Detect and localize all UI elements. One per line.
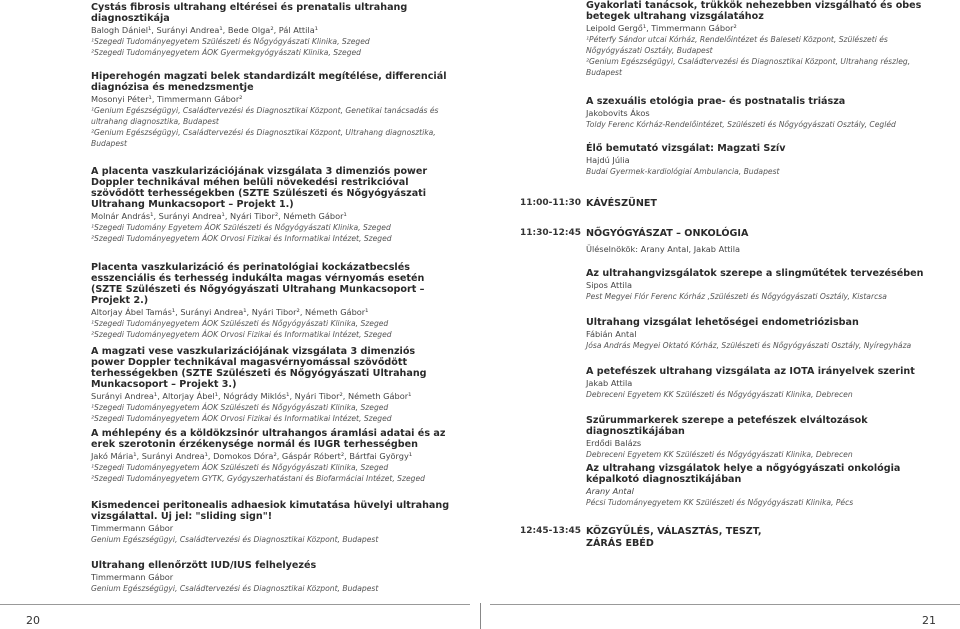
page-number-left: 20 [26, 614, 40, 627]
abstract-left-0 [91, 2, 451, 58]
break-label: KÁVÉSZÜNET [586, 198, 657, 209]
session-title: NŐGYÓGYÁSZAT – ONKOLÓGIA [586, 228, 749, 239]
abstract-affiliation: ¹Szegedi Tudomány Egyetem ÁOK Szülészeti és Nőgyógyászati Klinika, Szeged [91, 223, 391, 232]
abstract-title: Szűrummarkerek szerepe a petefészek elváltozások diagnosztikájában [586, 415, 868, 437]
abstract-affiliation: Pécsi Tudományegyetem KK Szülészeti és Nőgyógyászati Klinika, Pécs [586, 498, 854, 507]
abstract-authors: Jakab Attila [586, 378, 633, 388]
page-gutter [480, 603, 481, 629]
abstract-onco-4 [586, 463, 936, 508]
abstract-affiliation: ¹Péterfy Sándor utcai Kórház, Rendelőintézet és Baleseti Központ, Szülészeti és Nőgyógyászati Osztály, Budapest [586, 35, 888, 55]
abstract-title: Hiperehogén magzati belek standardizált megítélése, differenciál diagnózisa és menedzsmentje [91, 71, 447, 93]
abstract-title: A magzati vese vaszkularizációjának vizsgálata 3 dimenziós power Doppler technikával magasvérnyomással szövődött terhességekben (SZTE Szülészeti és Nőgyógyászati Ultrahang Munkacsoport – Projekt 3.) [91, 346, 427, 390]
abstract-right-2 [586, 143, 936, 177]
abstract-affiliation: ¹Szegedi Tudományegyetem ÁOK Szülészeti és Nőgyógyászati Klinika, Szeged [91, 463, 389, 472]
abstract-authors: Leipold Gergő¹, Timmermann Gábor² [586, 23, 737, 33]
abstract-authors: Hajdú Júlia [586, 155, 630, 165]
abstract-left-5 [91, 428, 451, 484]
abstract-affiliation: Toldy Ferenc Kórház-Rendelőintézet, Szülészeti és Nőgyógyászati Osztály, Cegléd [586, 120, 896, 129]
abstract-affiliation: ²Szegedi Tudományegyetem ÁOK Orvosi Fizikai és Informatikai Intézet, Szeged [91, 330, 392, 339]
abstract-affiliation: Debreceni Egyetem KK Szülészeti és Nőgyógyászati Klinika, Debrecen [586, 450, 853, 459]
abstract-title: Az ultrahang vizsgálatok helye a nőgyógyászati onkológia képalkotó diagnosztikájában [586, 463, 901, 485]
abstract-title: Gyakorlati tanácsok, trükkök nehezebben vizsgálható és obes betegek ultrahang vizsgálatához [586, 0, 922, 22]
abstract-title: Kismedencei peritonealis adhaesiok kimutatása hüvelyi ultrahang vizsgálattal. Új jel: "sliding sign"! [91, 500, 450, 522]
page-number-right: 21 [922, 614, 936, 627]
abstract-title: Az ultrahangvizsgálatok szerepe a slingműtétek tervezésében [586, 268, 924, 279]
abstract-affiliation: ²Szegedi Tudományegyetem ÁOK Orvosi Fizikai és Informatikai Intézet, Szeged [91, 414, 392, 423]
abstract-right-1 [586, 96, 936, 130]
abstract-authors: Timmermann Gábor [91, 523, 174, 533]
abstract-left-2 [91, 166, 451, 244]
abstract-authors: Surányi Andrea¹, Altorjay Ábel¹, Nógrády Miklós¹, Nyári Tibor², Németh Gábor¹ [91, 391, 412, 401]
session-time: 11:30-12:45 [520, 228, 582, 238]
footer-rule-right [490, 604, 960, 605]
abstract-onco-0 [586, 268, 936, 302]
abstract-left-6 [91, 500, 451, 545]
abstract-title: A szexuális etológia prae- és postnatalis triászа [586, 96, 846, 107]
abstract-affiliation: ²Genium Egészségügyi, Családtervezési és Diagnosztikai Központ, Ultrahang diagnosztika, Budapest [91, 128, 436, 148]
abstract-authors: Molnár András¹, Surányi Andrea¹, Nyári Tibor², Németh Gábor¹ [91, 211, 347, 221]
abstract-affiliation: ¹Szegedi Tudományegyetem ÁOK Szülészeti és Nőgyógyászati Klinika, Szeged [91, 403, 389, 412]
abstract-affiliation: ²Szegedi Tudományegyetem ÁOK Gyermekgyógyászati Klinika, Szeged [91, 48, 362, 57]
abstract-left-4 [91, 346, 451, 424]
abstract-title: Élő bemutató vizsgálat: Magzati Szív [586, 143, 786, 154]
abstract-onco-2 [586, 366, 936, 400]
footer-rule-left [0, 604, 470, 605]
abstract-authors: Erdődi Balázs [586, 438, 642, 448]
abstract-affiliation: ¹Genium Egészségügyi, Családtervezési és Diagnosztikai Központ, Genetikai tanácsadás és ultrahang diagnosztika, Budapest [91, 106, 439, 126]
abstract-affiliation: Genium Egészségügyi, Családtervezési és Diagnosztikai Központ, Budapest [91, 535, 379, 544]
abstract-authors: Fábián Antal [586, 329, 637, 339]
abstract-authors: Timmermann Gábor [91, 572, 174, 582]
abstract-affiliation: Genium Egészségügyi, Családtervezési és Diagnosztikai Központ, Budapest [91, 584, 379, 593]
abstract-right-0 [586, 0, 936, 78]
abstract-title: Ultrahang ellenőrzött IUD/IUS felhelyezés [91, 560, 317, 571]
session-chairs: Üléselnökök: Arany Antal, Jakab Attila [586, 244, 741, 254]
abstract-authors: Mosonyi Péter¹, Timmermann Gábor² [91, 94, 243, 104]
closing-time: 12:45-13:45 [520, 526, 582, 536]
abstract-authors: Jakobovits Ákos [586, 108, 650, 118]
abstract-affiliation: ²Szegedi Tudományegyetem ÁOK Orvosi Fizikai és Informatikai Intézet, Szeged [91, 234, 392, 243]
abstract-affiliation: Budai Gyermek-kardiológiai Ambulancia, Budapest [586, 167, 780, 176]
abstract-authors: Jakó Mária¹, Surányi Andrea¹, Domokos Dóra², Gáspár Róbert², Bártfai György¹ [91, 451, 413, 461]
abstract-left-1 [91, 71, 451, 149]
abstract-affiliation: Debreceni Egyetem KK Szülészeti és Nőgyógyászati Klinika, Debrecen [586, 390, 853, 399]
abstract-affiliation: ²Genium Egészségügyi, Családtervezési és Diagnosztikai Központ, Ultrahang részleg, Budapest [586, 57, 911, 77]
abstract-title: Ultrahang vizsgálat lehetőségei endometriózisban [586, 317, 859, 328]
closing-label: KÖZGYŰLÉS, VÁLASZTÁS, TESZT, ZÁRÁS EBÉD [586, 526, 762, 549]
abstract-affiliation: ²Szegedi Tudományegyetem GYTK, Gyógyszerhatástani és Biofarmáciai Intézet, Szeged [91, 474, 425, 483]
abstract-affiliation: ¹Szegedi Tudományegyetem ÁOK Szülészeti és Nőgyógyászati Klinika, Szeged [91, 319, 389, 328]
abstract-onco-3 [586, 415, 936, 460]
abstract-authors: Arany Antal [586, 486, 634, 496]
abstract-authors: Sipos Attila [586, 280, 632, 290]
break-time: 11:00-11:30 [520, 198, 582, 208]
abstract-title: A placenta vaszkularizációjának vizsgálata 3 dimenziós power Doppler technikával méhen belüli növekedési restrikcióval szövődött terhességekben (SZTE Szülészeti és Nőgyógyászati Ultrahang Munkacsoport – Projekt 1.) [91, 166, 428, 210]
abstract-title: A méhlepény és a köldökzsinór ultrahangos áramlási adatai és az erek szerotonin érzékenysége normál és IUGR terhességben [91, 428, 446, 450]
abstract-title: Cystás fibrosis ultrahang eltérései és prenatalis ultrahang diagnosztikája [91, 2, 408, 24]
abstract-affiliation: Jósa András Megyei Oktató Kórház, Szülészeti és Nőgyógyászati Osztály, Nyíregyháza [586, 341, 912, 350]
abstract-left-7 [91, 560, 451, 594]
abstract-title: Placenta vaszkularizáció és perinatológiai kockázatbecslés esszenciális és terhesség indukálta magas vérnyomás esetén (SZTE Szülészeti és Nőgyógyászati Ultrahang Munkacsoport – Projekt 2.) [91, 262, 425, 306]
abstract-title: A petefészek ultrahang vizsgálata az IOTA irányelvek szerint [586, 366, 915, 377]
abstract-affiliation: Pest Megyei Flór Ferenc Kórház ,Szülészeti és Nőgyógyászati Osztály, Kistarcsa [586, 292, 887, 301]
abstract-authors: Altorjay Ábel Tamás¹, Surányi Andrea¹, Nyári Tibor², Németh Gábor¹ [91, 307, 369, 317]
abstract-affiliation: ¹Szegedi Tudományegyetem Szülészeti és Nőgyógyászati Klinika, Szeged [91, 37, 370, 46]
abstract-authors: Balogh Dániel¹, Surányi Andrea¹, Bede Olga², Pál Attila¹ [91, 25, 318, 35]
abstract-onco-1 [586, 317, 936, 351]
abstract-left-3 [91, 262, 451, 340]
